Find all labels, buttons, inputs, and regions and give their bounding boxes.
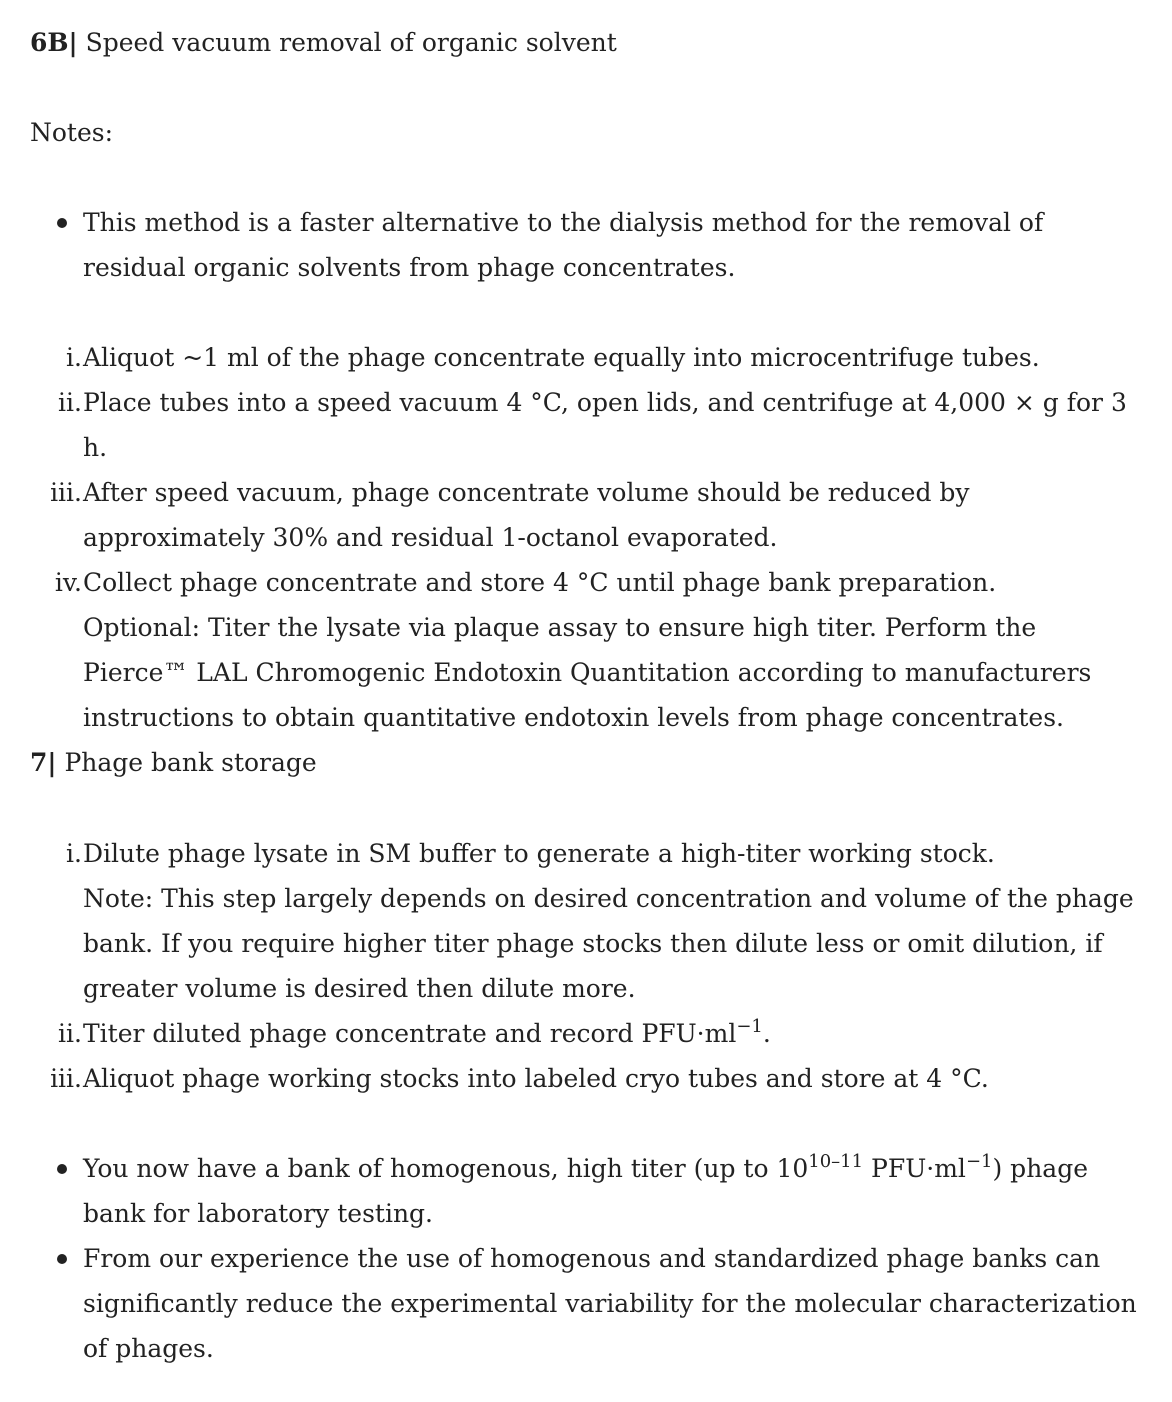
bullet-text-part: You now have a bank of homogenous, high titer (up to 10 bbox=[83, 1154, 809, 1183]
section-6b-steps bbox=[30, 335, 1142, 740]
section-6b-title: Speed vacuum removal of organic solvent bbox=[85, 28, 617, 57]
list-item bbox=[30, 200, 1142, 290]
section-6b-heading bbox=[30, 20, 617, 65]
list-item bbox=[30, 1056, 1142, 1101]
list-item bbox=[30, 470, 1142, 560]
step-marker: iii. bbox=[50, 1064, 82, 1093]
step-text: After speed vacuum, phage concentrate volume should be reduced by approximately 30% and residual 1-octanol evaporated. bbox=[83, 478, 970, 552]
bullet-text: From our experience the use of homogenous and standardized phage banks can significantly reduce the experimental variability for the molecular characterization of phages. bbox=[83, 1244, 1137, 1363]
step-text bbox=[83, 1016, 771, 1048]
bullet-icon bbox=[57, 218, 67, 228]
superscript-exponent: −1 bbox=[736, 1016, 763, 1038]
section-7-title: Phage bank storage bbox=[64, 748, 317, 777]
step-text-main: Titer diluted phage concentrate and record PFU·ml bbox=[83, 1019, 737, 1048]
step-marker: ii. bbox=[58, 388, 82, 417]
step-text: Aliquot phage working stocks into labeled cryo tubes and store at 4 °C. bbox=[83, 1064, 989, 1093]
list-item bbox=[30, 1011, 1142, 1056]
list-item bbox=[30, 831, 1142, 1011]
step-text: Place tubes into a speed vacuum 4 °C, open lids, and centrifuge at 4,000 × g for 3 h. bbox=[83, 388, 1127, 462]
bullet-text: This method is a faster alternative to the dialysis method for the removal of residual organic solvents from phage concentrates. bbox=[83, 208, 1044, 282]
section-7-heading bbox=[30, 740, 317, 785]
bullet-text bbox=[83, 1151, 1088, 1228]
section-6b-number: 6B| bbox=[30, 28, 78, 57]
step-marker: i. bbox=[66, 839, 82, 868]
step-note: Optional: Titer the lysate via plaque assay to ensure high titer. Perform the Pierce™ LAL Chromogenic Endotoxin Quantitation according to manufacturers instructions to obtain quantitative endotoxin levels from phage concentrates. bbox=[83, 613, 1092, 732]
step-text: Aliquot ~1 ml of the phage concentrate equally into microcentrifuge tubes. bbox=[83, 343, 1040, 372]
list-item bbox=[30, 1146, 1142, 1236]
step-text-end: . bbox=[762, 1019, 771, 1048]
bullet-text-part: ) phage bank for laboratory testing. bbox=[83, 1154, 1088, 1228]
superscript-exponent: −1 bbox=[965, 1151, 993, 1173]
step-note: Note: This step largely depends on desired concentration and volume of the phage bank. If you require higher titer phage stocks then dilute less or omit dilution, if greater volume is desired then dilute more. bbox=[83, 884, 1134, 1003]
notes-bullet-list bbox=[30, 200, 1142, 290]
list-item bbox=[30, 560, 1142, 740]
bullet-text-part: PFU·ml bbox=[863, 1154, 966, 1183]
bullet-icon bbox=[57, 1164, 67, 1174]
step-text: Dilute phage lysate in SM buffer to generate a high-titer working stock. bbox=[83, 839, 995, 868]
step-marker: iii. bbox=[50, 478, 82, 507]
superscript-exponent: 10–11 bbox=[808, 1151, 864, 1173]
step-marker: i. bbox=[66, 343, 82, 372]
list-item bbox=[30, 1236, 1142, 1371]
list-item bbox=[30, 380, 1142, 470]
list-item bbox=[30, 335, 1142, 380]
bullet-icon bbox=[57, 1254, 67, 1264]
step-marker: ii. bbox=[58, 1019, 82, 1048]
step-marker: iv. bbox=[54, 568, 82, 597]
step-text: Collect phage concentrate and store 4 °C until phage bank preparation. bbox=[83, 568, 997, 597]
section-7-steps bbox=[30, 831, 1142, 1101]
notes-label: Notes: bbox=[30, 118, 114, 147]
section-7-number: 7| bbox=[30, 748, 57, 777]
summary-bullet-list bbox=[30, 1146, 1142, 1371]
